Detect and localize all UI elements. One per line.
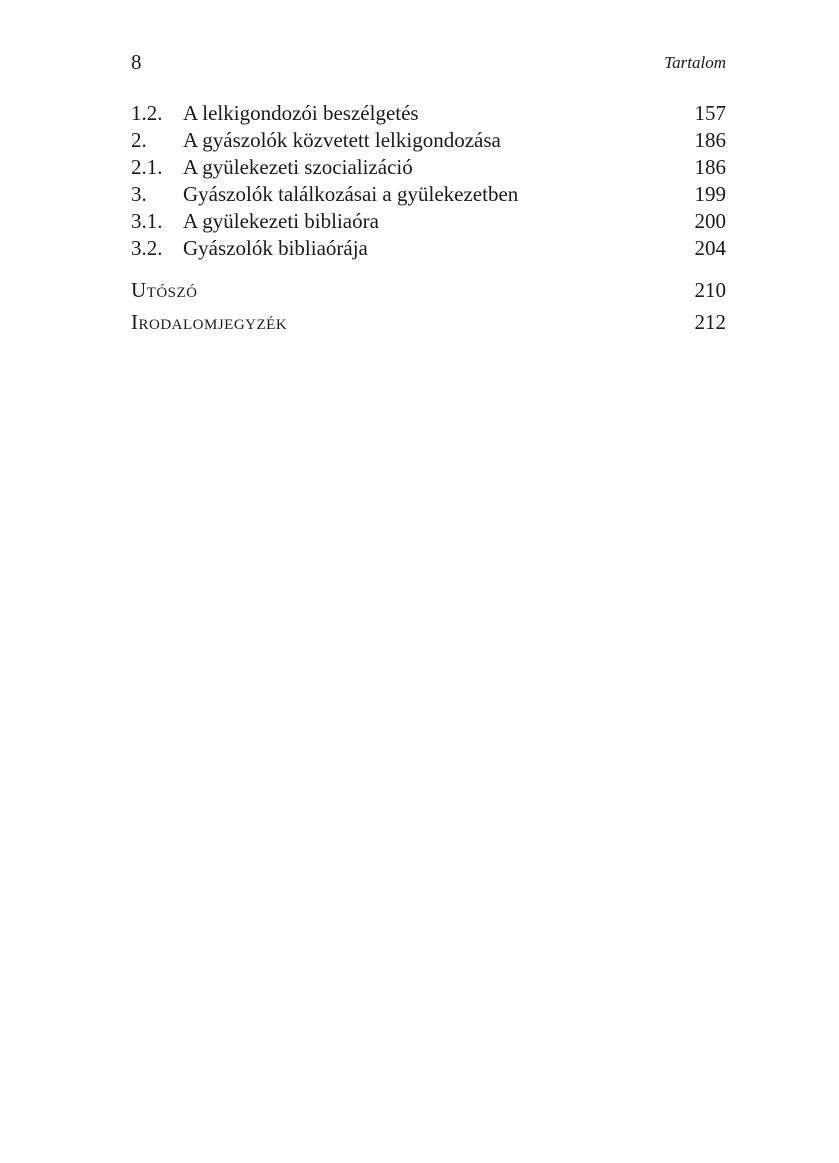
toc-entry-page: 204 <box>694 236 726 260</box>
toc-entry-title: Gyászolók bibliaórája <box>183 236 368 260</box>
toc-entry-page: 199 <box>694 182 726 206</box>
toc-entry-number: 2. <box>131 128 147 152</box>
toc-entry <box>131 235 726 262</box>
toc-entry-title: A lelkigondozói beszélgetés <box>183 101 419 125</box>
toc-entry-title: A gyülekezeti bibliaóra <box>183 209 379 233</box>
toc-chapters <box>131 274 726 338</box>
toc-chapter-page: 212 <box>694 310 726 334</box>
page-header <box>131 50 726 78</box>
toc-entry <box>131 100 726 127</box>
toc-entry-page: 186 <box>694 155 726 179</box>
toc-entry-number: 3.1. <box>131 209 163 233</box>
toc-chapter-title: Utószó <box>131 278 198 302</box>
page-number: 8 <box>131 50 142 74</box>
toc-entry-title: Gyászolók találkozásai a gyülekezetben <box>183 182 519 206</box>
table-of-contents <box>131 100 726 262</box>
toc-entry-number: 2.1. <box>131 155 163 179</box>
toc-entry-number: 3.2. <box>131 236 163 260</box>
toc-chapter-entry <box>131 306 726 338</box>
toc-entry-number: 3. <box>131 182 147 206</box>
running-title: Tartalom <box>664 53 726 72</box>
toc-chapter-page: 210 <box>694 278 726 302</box>
toc-entry-page: 200 <box>694 209 726 233</box>
toc-entry-page: 186 <box>694 128 726 152</box>
toc-entry <box>131 208 726 235</box>
toc-chapter-entry <box>131 274 726 306</box>
toc-entry <box>131 127 726 154</box>
toc-entry-title: A gyülekezeti szocializáció <box>183 155 413 179</box>
toc-entry <box>131 181 726 208</box>
toc-entry-number: 1.2. <box>131 101 163 125</box>
toc-entry-title: A gyászolók közvetett lelkigondozása <box>183 128 501 152</box>
toc-entry-page: 157 <box>694 101 726 125</box>
toc-chapter-title: Irodalomjegyzék <box>131 310 288 334</box>
toc-entry <box>131 154 726 181</box>
